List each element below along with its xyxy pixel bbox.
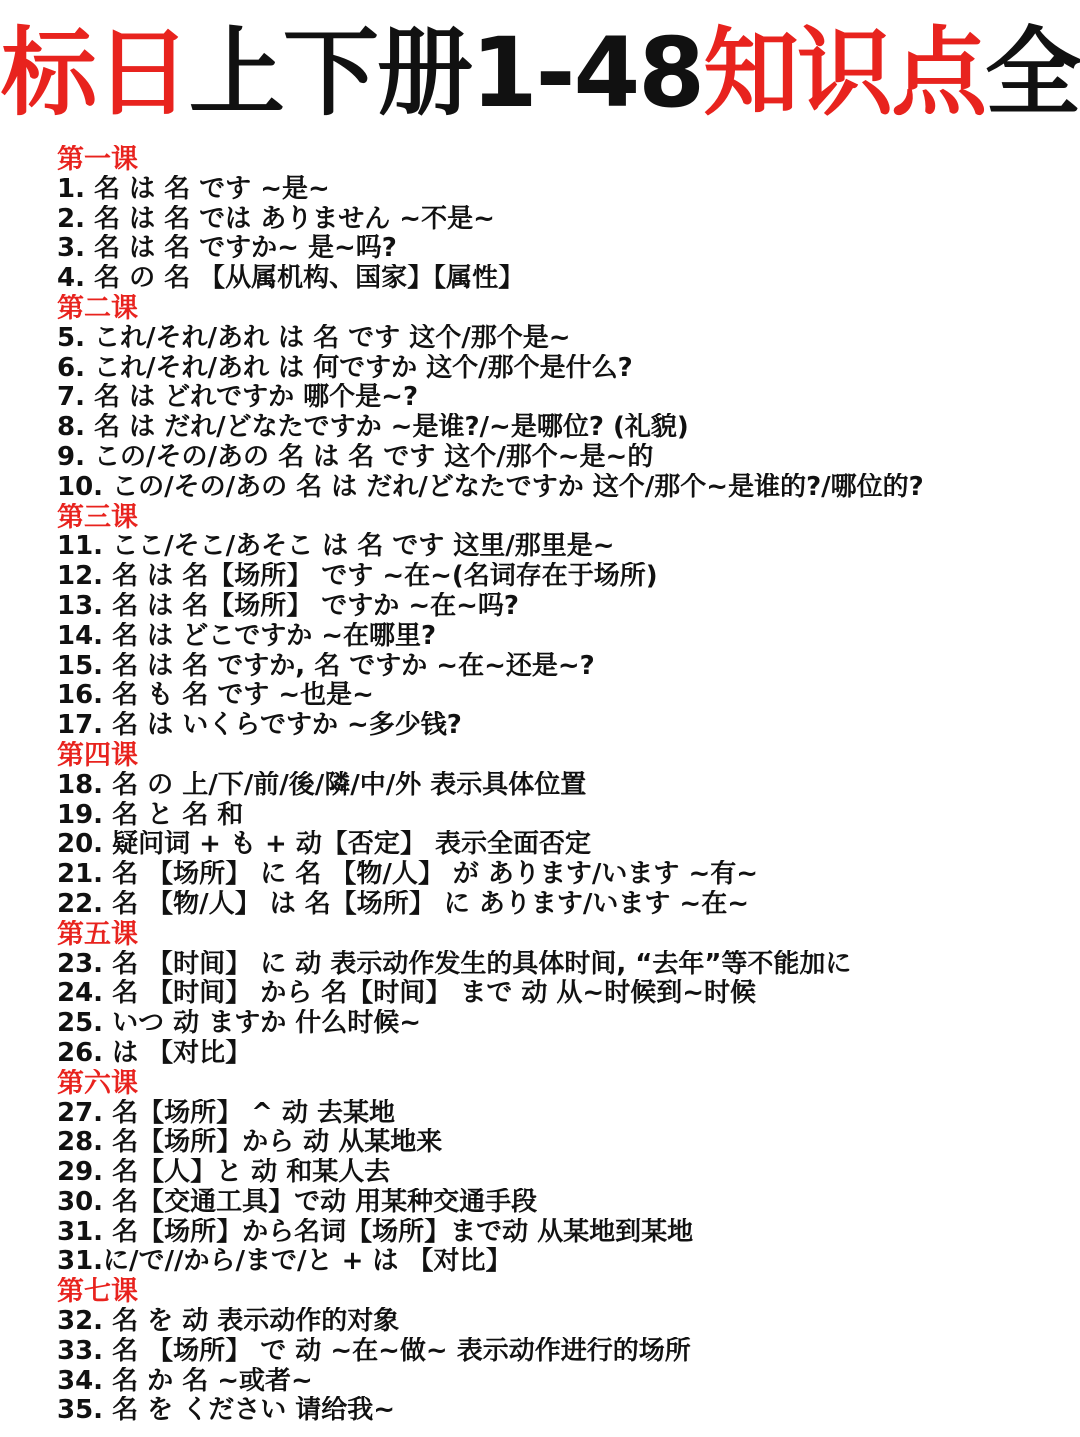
grammar-item: 23. 名 【时间】 に 动 表示动作发生的具体时间, “去年”等不能加に	[57, 949, 852, 979]
title-part-2: 上下册1-48	[188, 17, 704, 129]
grammar-item: 3. 名 は 名 ですか~ 是~吗?	[57, 234, 397, 264]
lesson-heading: 第三课	[57, 502, 138, 533]
grammar-item: 2. 名 は 名 では ありません ~不是~	[57, 204, 495, 234]
grammar-item: 9. この/その/あの 名 は 名 です 这个/那个~是~的	[57, 442, 654, 472]
lesson-heading: 第一课	[57, 145, 138, 175]
grammar-item: 10. この/その/あの 名 は だれ/どなたですか 这个/那个~是谁的?/哪位的?	[57, 472, 924, 502]
lesson-heading: 第七课	[57, 1277, 138, 1308]
grammar-item: 15. 名 は 名 ですか, 名 ですか ~在~还是~?	[57, 651, 595, 681]
grammar-item: 24. 名 【时间】 から 名【时间】 まで 动 从~时候到~时候	[57, 979, 756, 1009]
grammar-item: 6. これ/それ/あれ は 何ですか 这个/那个是什么?	[57, 353, 633, 383]
grammar-list	[57, 145, 1057, 1426]
grammar-item: 14. 名 は どこですか ~在哪里?	[57, 621, 437, 651]
grammar-item: 4. 名 の 名 【从属机构、国家】【属性】	[57, 264, 525, 294]
grammar-item: 19. 名 と 名 和	[57, 800, 244, 830]
grammar-item: 7. 名 は どれですか 哪个是~?	[57, 383, 419, 413]
grammar-item: 27. 名【场所】 ^ 动 去某地	[57, 1098, 396, 1128]
grammar-item: 30. 名【交通工具】で动 用某种交通手段	[57, 1187, 538, 1217]
grammar-item: 11. ここ/そこ/あそこ は 名 です 这里/那里是~	[57, 532, 615, 562]
grammar-item: 20. 疑问词 + も + 动【否定】 表示全面否定	[57, 830, 591, 860]
grammar-item: 21. 名 【场所】 に 名 【物/人】 が あります/います ~有~	[57, 860, 759, 890]
title-part-1: 标日	[0, 17, 189, 129]
title-part-3: 知识点	[703, 17, 986, 129]
grammar-item: 17. 名 は いくらですか ~多少钱?	[57, 711, 462, 741]
grammar-item: 31.に/で//から/まで/と + は 【对比】	[57, 1247, 512, 1277]
grammar-item: 5. これ/それ/あれ は 名 です 这个/那个是~	[57, 323, 571, 353]
grammar-item: 22. 名 【物/人】 は 名【场所】 に あります/います ~在~	[57, 889, 749, 919]
grammar-item: 18. 名 の 上/下/前/後/隣/中/外 表示具体位置	[57, 770, 587, 800]
grammar-item: 35. 名 を ください 请给我~	[57, 1396, 396, 1426]
grammar-item: 26. は 【对比】	[57, 1038, 252, 1068]
title-part-4: 全	[985, 17, 1080, 129]
grammar-item: 32. 名 を 动 表示动作的对象	[57, 1307, 400, 1337]
grammar-item: 1. 名 は 名 です ~是~	[57, 174, 330, 204]
grammar-item: 16. 名 も 名 です ~也是~	[57, 681, 374, 711]
grammar-item: 29. 名【人】と 动 和某人去	[57, 1158, 391, 1188]
lesson-heading: 第二课	[57, 293, 138, 324]
grammar-item: 33. 名 【场所】 で 动 ~在~做~ 表示动作进行的场所	[57, 1336, 691, 1366]
grammar-item: 25. いつ 动 ますか 什么时候~	[57, 1009, 422, 1039]
lesson-heading: 第六课	[57, 1068, 138, 1099]
page-title	[0, 18, 1080, 128]
lesson-heading: 第四课	[57, 740, 138, 771]
grammar-item: 12. 名 は 名【场所】 です ~在~(名词存在于场所)	[57, 562, 658, 592]
grammar-item: 28. 名【场所】から 动 从某地来	[57, 1128, 443, 1158]
lesson-heading: 第五课	[57, 919, 138, 950]
grammar-item: 31. 名【场所】から名词【场所】まで动 从某地到某地	[57, 1217, 694, 1247]
grammar-item: 8. 名 は だれ/どなたですか ~是谁?/~是哪位? (礼貌)	[57, 413, 689, 443]
grammar-item: 34. 名 か 名 ~或者~	[57, 1366, 313, 1396]
grammar-item: 13. 名 は 名【场所】 ですか ~在~吗?	[57, 591, 519, 621]
